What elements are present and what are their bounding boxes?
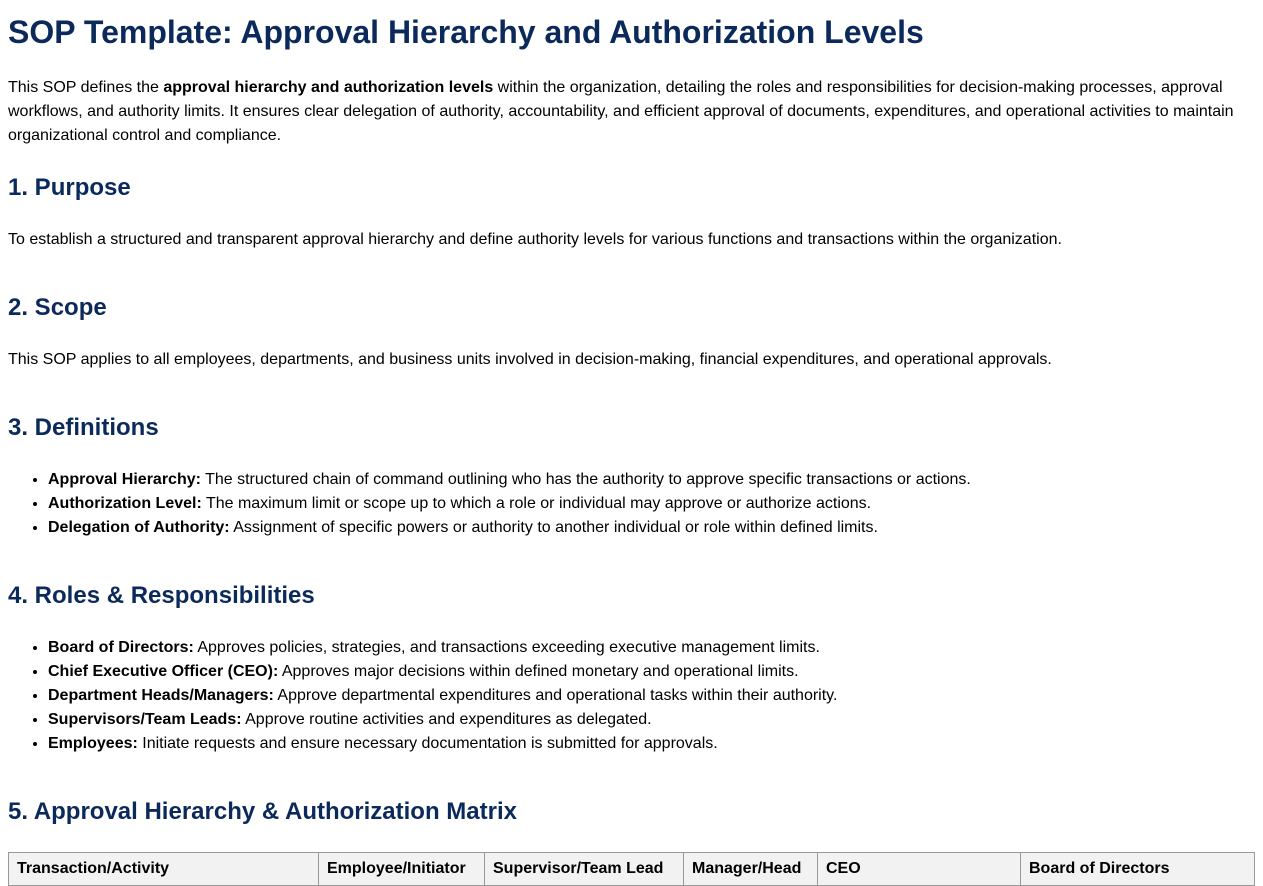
column-header-transaction: Transaction/Activity [9, 853, 319, 886]
role-term: Employees: [48, 735, 138, 752]
scope-text: This SOP applies to all employees, departments, and business units involved in decision-making, financial expenditures, and operational approvals. [8, 351, 1052, 368]
definition-desc: The structured chain of command outlining who has the authority to approve specific transactions or actions. [200, 471, 971, 488]
column-header-employee: Employee/Initiator [319, 853, 485, 886]
column-header-board: Board of Directors [1021, 853, 1255, 886]
definition-desc: Assignment of specific powers or authority to another individual or role within defined limits. [229, 519, 878, 536]
role-term: Supervisors/Team Leads: [48, 711, 242, 728]
definition-term: Approval Hierarchy: [48, 471, 201, 488]
intro-text-start: This SOP defines the [8, 79, 164, 96]
column-header-ceo: CEO [818, 853, 1021, 886]
definition-item [48, 468, 1255, 492]
definition-desc: The maximum limit or scope up to which a role or individual may approve or authorize actions. [201, 495, 872, 512]
role-desc: Approves policies, strategies, and transactions exceeding executive management limits. [193, 639, 820, 656]
role-item [48, 660, 1255, 684]
definition-item [48, 516, 1255, 540]
roles-list [8, 636, 1255, 756]
role-term: Department Heads/Managers: [48, 687, 274, 704]
role-item [48, 732, 1255, 756]
role-term: Board of Directors: [48, 639, 194, 656]
role-desc: Approve departmental expenditures and operational tasks within their authority. [273, 687, 838, 704]
table-header-row [9, 853, 1255, 886]
section-heading-scope: 2. Scope [8, 294, 107, 321]
column-header-manager: Manager/Head [684, 853, 818, 886]
role-desc: Approves major decisions within defined monetary and operational limits. [278, 663, 799, 680]
purpose-text: To establish a structured and transparent approval hierarchy and define authority levels for various functions and transactions within the organization. [8, 231, 1062, 248]
intro-bold-text: approval hierarchy and authorization levels [163, 79, 494, 96]
definition-item [48, 492, 1255, 516]
role-item [48, 636, 1255, 660]
section-heading-definitions: 3. Definitions [8, 414, 159, 441]
intro-paragraph [8, 76, 1255, 148]
section-heading-matrix: 5. Approval Hierarchy & Authorization Matrix [8, 798, 517, 825]
role-item [48, 684, 1255, 708]
role-desc: Approve routine activities and expenditures as delegated. [241, 711, 652, 728]
approval-matrix-table [8, 852, 1255, 886]
column-header-supervisor: Supervisor/Team Lead [485, 853, 684, 886]
definitions-list [8, 468, 1255, 540]
intro-text-end: within the organization, detailing the roles and responsibilities for decision-making processes, approval workflows, and authority limits. It ensures clear delegation of authority, accountability, and efficient approval of documents, expenditures, and operational activities to maintain organizational control and compliance. [8, 79, 1234, 144]
page-title: SOP Template: Approval Hierarchy and Authorization Levels [8, 14, 924, 50]
definition-term: Authorization Level: [48, 495, 202, 512]
definition-term: Delegation of Authority: [48, 519, 230, 536]
role-item [48, 708, 1255, 732]
role-term: Chief Executive Officer (CEO): [48, 663, 279, 680]
section-heading-roles: 4. Roles & Responsibilities [8, 582, 315, 609]
role-desc: Initiate requests and ensure necessary documentation is submitted for approvals. [137, 735, 718, 752]
section-heading-purpose: 1. Purpose [8, 174, 131, 201]
